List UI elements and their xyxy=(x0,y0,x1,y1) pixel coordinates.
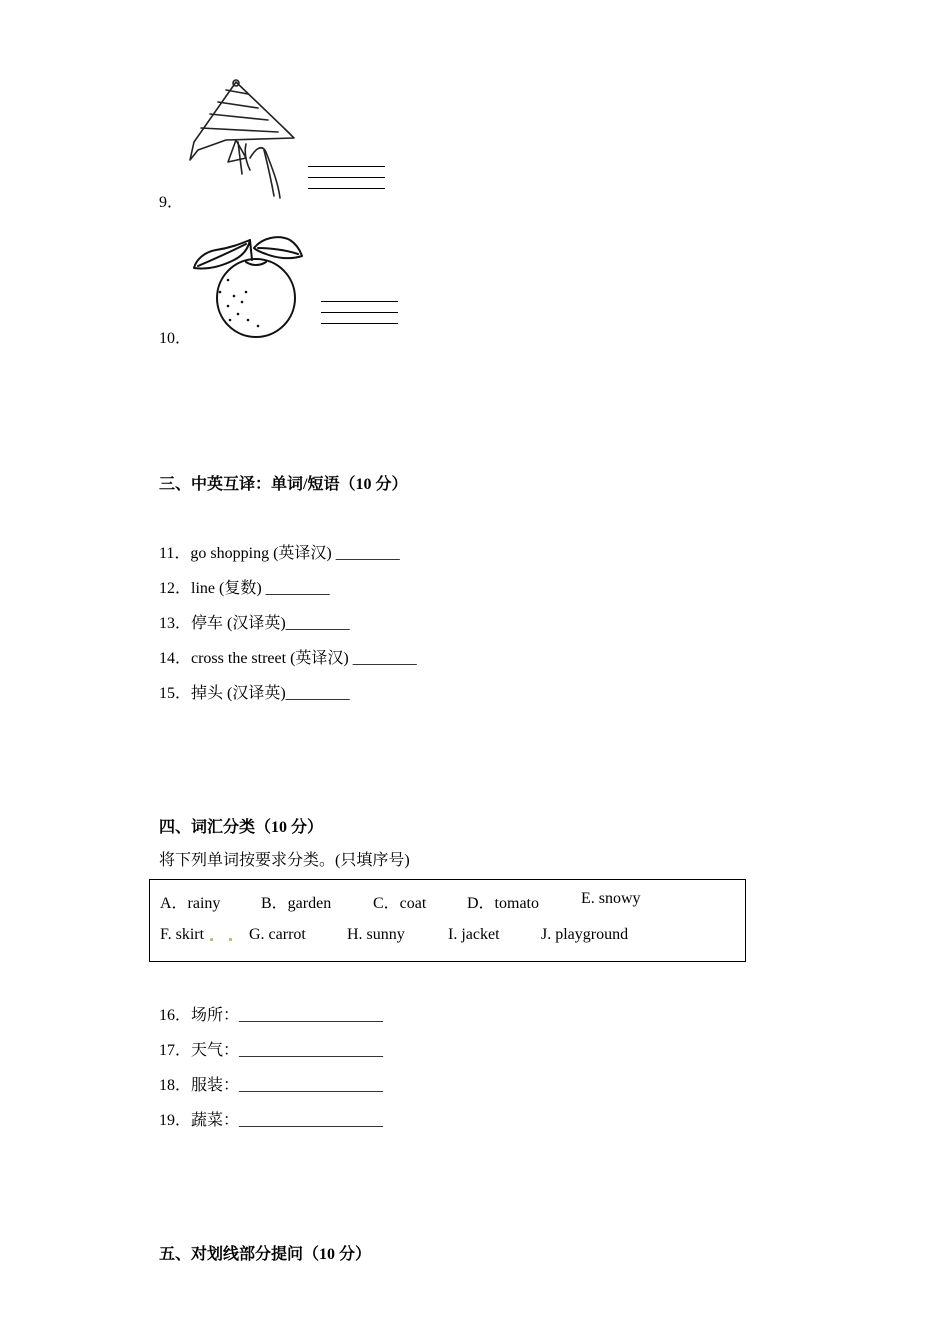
answer-lines-9[interactable] xyxy=(308,166,385,199)
word-option-a: A．rainy xyxy=(160,895,221,912)
word-option-h: H. sunny xyxy=(347,926,405,943)
word-option-d: D．tomato xyxy=(467,895,539,912)
question-16: 16．场所：__________________ xyxy=(159,1007,384,1024)
section-4-instruction: 将下列单词按要求分类。(只填序号) xyxy=(159,852,410,869)
word-option-i: I. jacket xyxy=(448,926,500,943)
word-option-f: F. skirt xyxy=(160,926,205,943)
word-bank-box xyxy=(149,879,746,962)
question-10-number: 10． xyxy=(159,330,192,347)
scan-speck xyxy=(229,938,232,941)
word-option-b: B．garden xyxy=(261,895,332,912)
section-3-heading: 三、中英互译：单词/短语（10 分） xyxy=(159,476,408,493)
question-18: 18．服装：__________________ xyxy=(159,1077,384,1094)
word-option-c: C．coat xyxy=(373,895,427,912)
kite-icon xyxy=(186,78,298,200)
section-5-heading: 五、对划线部分提问（10 分） xyxy=(159,1246,372,1263)
word-option-g: G. carrot xyxy=(249,926,306,943)
word-option-j: J. playground xyxy=(541,926,629,943)
word-option-e: E. snowy xyxy=(581,890,641,907)
question-15: 15．掉头 (汉译英)________ xyxy=(159,685,350,702)
question-19: 19．蔬菜：__________________ xyxy=(159,1112,384,1129)
section-4-heading: 四、词汇分类（10 分） xyxy=(159,819,324,836)
question-11: 11．go shopping (英译汉) ________ xyxy=(159,545,400,562)
question-12: 12．line (复数) ________ xyxy=(159,580,330,597)
orange-icon xyxy=(190,234,306,338)
question-9-number: 9． xyxy=(159,194,184,211)
scan-speck xyxy=(210,938,213,941)
question-17: 17．天气：__________________ xyxy=(159,1042,384,1059)
answer-lines-10[interactable] xyxy=(321,301,398,334)
question-13: 13．停车 (汉译英)________ xyxy=(159,615,350,632)
question-14: 14．cross the street (英译汉) ________ xyxy=(159,650,417,667)
